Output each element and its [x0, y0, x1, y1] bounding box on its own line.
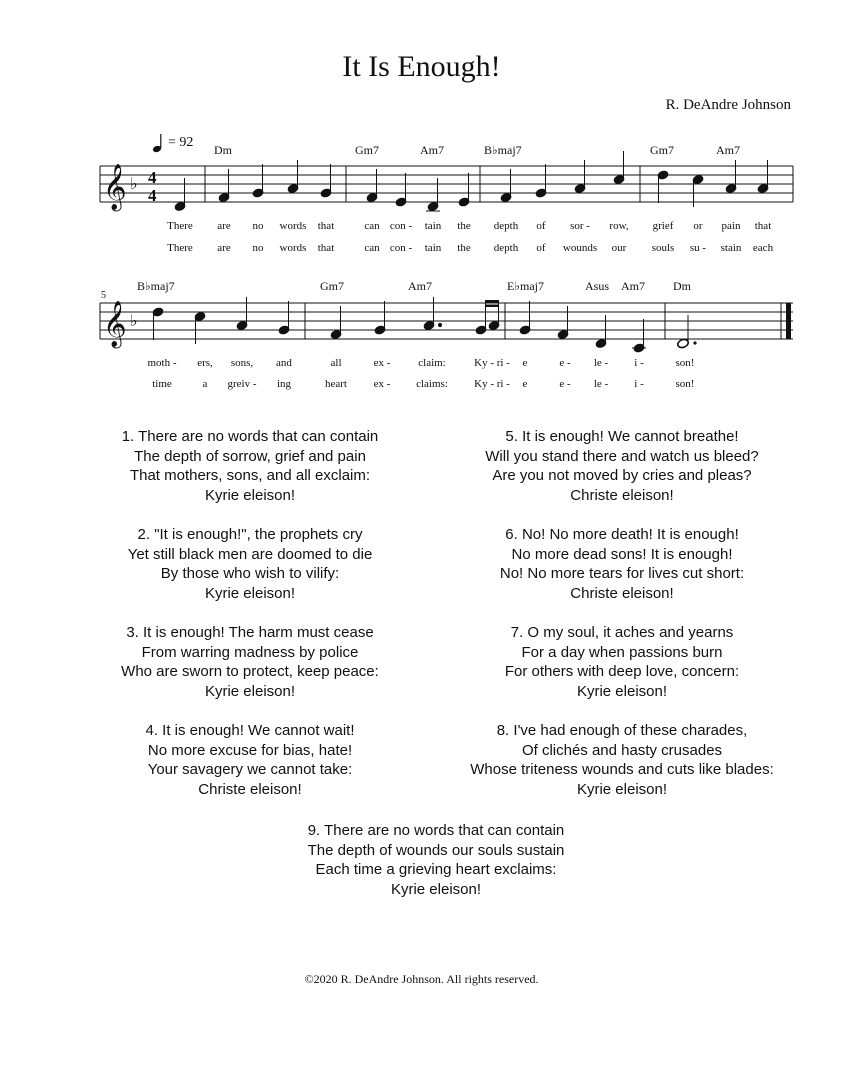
- verse-7: [432, 623, 812, 701]
- verse-line: Are you not moved by cries and pleas?: [492, 467, 752, 484]
- lyric-syllable: sor -: [570, 220, 590, 232]
- verse-line: Will you stand there and watch us bleed?: [485, 447, 759, 465]
- lyric-syllable: claims:: [416, 378, 448, 390]
- verse-line: Of clichés and hasty crusades: [521, 741, 723, 759]
- song-title: It Is Enough!: [342, 50, 501, 83]
- verse-line: 5. It is enough! We cannot breathe!: [505, 428, 739, 445]
- lyric-syllable: a: [202, 378, 208, 390]
- verse-line: 9. There are no words that can contain: [307, 822, 565, 839]
- lyric-syllable: i -: [634, 357, 644, 369]
- lyric-syllable: or: [693, 220, 703, 232]
- lyric-syllable: claim:: [418, 357, 446, 369]
- lyric-syllable: con -: [389, 220, 413, 232]
- lyric-syllable: no: [252, 220, 264, 232]
- verse-line: Kyrie eleison!: [204, 584, 296, 602]
- verse-line: Christe eleison!: [570, 584, 674, 602]
- lyric-syllable: Ky - ri -: [474, 378, 510, 390]
- verse-line: 4. It is enough! We cannot wait!: [145, 722, 355, 739]
- lyric-syllable: There: [167, 220, 193, 232]
- lyric-syllable: le -: [593, 378, 609, 390]
- verse-line: For others with deep love, concern:: [504, 663, 740, 680]
- lyric-syllable: ers,: [197, 357, 213, 369]
- lyric-syllable: depth: [493, 242, 519, 254]
- lyric-syllable: heart: [325, 378, 347, 390]
- verse-line: 2. "It is enough!", the prophets cry: [137, 526, 363, 543]
- verse-line: Kyrie eleison!: [204, 486, 296, 504]
- lyric-syllable: can: [364, 242, 380, 254]
- flat-icon: ♭: [130, 311, 138, 330]
- lyric-syllable: souls: [651, 242, 675, 254]
- lyric-syllable: greiv -: [227, 378, 257, 390]
- verse-line: Who are sworn to protect, keep peace:: [121, 663, 379, 680]
- verse-line: Kyrie eleison!: [576, 682, 668, 700]
- lyric-syllable: son!: [675, 378, 695, 390]
- time-signature-icon: 4: [148, 168, 157, 187]
- treble-clef-icon: 𝄞: [103, 301, 127, 347]
- composer-credit: R. DeAndre Johnson: [665, 97, 791, 113]
- lyric-syllable: There: [167, 242, 193, 254]
- verse-line: 8. I've had enough of these charades,: [496, 722, 748, 739]
- lyric-syllable: of: [536, 242, 546, 254]
- verse-line: 1. There are no words that can contain: [121, 428, 379, 445]
- lyric-syllable: i -: [634, 378, 644, 390]
- verse-line: Christe eleison!: [198, 780, 302, 798]
- lyric-syllable: pain: [721, 220, 741, 232]
- lyric-syllable: e: [522, 378, 528, 390]
- copyright-notice: ©2020 R. DeAndre Johnson. All rights reserved.: [304, 972, 539, 986]
- verse-line: For a day when passions burn: [521, 643, 723, 661]
- lyric-syllable: row,: [609, 220, 629, 232]
- chord-symbol: Am7: [716, 143, 740, 157]
- lyric-syllable: all: [330, 357, 342, 369]
- lyric-syllable: stain: [720, 242, 742, 254]
- chord-symbol: Gm7: [320, 279, 344, 293]
- chord-symbol: B♭maj7: [484, 143, 522, 157]
- lyric-syllable: that: [317, 220, 335, 232]
- chord-symbol: B♭maj7: [137, 279, 175, 293]
- verse-line: 3. It is enough! The harm must cease: [126, 624, 374, 641]
- chord-symbol: Gm7: [650, 143, 674, 157]
- chord-symbol: Gm7: [355, 143, 379, 157]
- verse-line: No more excuse for bias, hate!: [147, 741, 353, 759]
- tempo-value: = 92: [168, 135, 194, 150]
- lyric-syllable: of: [536, 220, 546, 232]
- lyric-syllable: son!: [675, 357, 695, 369]
- verse-4: [60, 721, 440, 799]
- lyric-syllable: Ky - ri -: [474, 357, 510, 369]
- lyric-syllable: depth: [493, 220, 519, 232]
- verse-3: [60, 623, 440, 701]
- verse-line: Yet still black men are doomed to die: [127, 545, 373, 563]
- lyric-syllable: grief: [652, 220, 674, 232]
- lyric-syllable: are: [217, 220, 231, 232]
- lyric-syllable: tain: [424, 220, 442, 232]
- chord-symbol: E♭maj7: [507, 279, 544, 293]
- verse-5: [432, 427, 812, 505]
- lyric-syllable: moth -: [147, 357, 177, 369]
- verse-1: [60, 427, 440, 505]
- lyric-syllable: e -: [559, 357, 571, 369]
- chord-symbol: Asus: [585, 279, 610, 293]
- chord-symbol: Dm: [673, 279, 691, 293]
- chord-symbol: Am7: [621, 279, 645, 293]
- verse-line: That mothers, sons, and all exclaim:: [129, 467, 371, 484]
- verse-line: No more dead sons! It is enough!: [511, 545, 733, 563]
- treble-clef-icon: 𝄞: [103, 164, 127, 210]
- lyric-syllable: sons,: [230, 357, 254, 369]
- verse-line: The depth of wounds our souls sustain: [307, 841, 565, 859]
- verse-line: No! No more tears for lives cut short:: [499, 565, 745, 582]
- lyric-syllable: our: [611, 242, 627, 254]
- verse-9: [246, 821, 626, 899]
- lyric-syllable: can: [364, 220, 380, 232]
- verse-line: Kyrie eleison!: [390, 880, 482, 898]
- lyric-syllable: words: [279, 220, 307, 232]
- verse-2: [60, 525, 440, 603]
- lyric-syllable: that: [754, 220, 772, 232]
- verse-line: 6. No! No more death! It is enough!: [505, 526, 739, 543]
- measure-number: 5: [101, 290, 106, 301]
- lyric-syllable: ex -: [373, 357, 391, 369]
- lyric-syllable: ex -: [373, 378, 391, 390]
- verse-line: From warring madness by police: [141, 643, 359, 661]
- verse-line: Your savagery we cannot take:: [147, 761, 353, 778]
- lyric-syllable: e: [522, 357, 528, 369]
- lyric-syllable: wounds: [562, 242, 598, 254]
- lyric-syllable: ing: [276, 378, 292, 390]
- lyric-syllable: the: [457, 242, 471, 254]
- time-signature-icon: 4: [148, 186, 157, 205]
- verse-line: By those who wish to vilify:: [160, 565, 340, 582]
- verse-line: 7. O my soul, it aches and yearns: [510, 624, 734, 641]
- lyric-syllable: no: [252, 242, 264, 254]
- chord-symbol: Am7: [420, 143, 444, 157]
- lyric-syllable: words: [279, 242, 307, 254]
- verse-line: Whose triteness wounds and cuts like blades:: [470, 761, 774, 778]
- lyric-syllable: con -: [389, 242, 413, 254]
- lyric-syllable: su -: [689, 242, 707, 254]
- verse-line: Each time a grieving heart exclaims:: [315, 861, 557, 878]
- verse-8: [432, 721, 812, 799]
- lyric-syllable: that: [317, 242, 335, 254]
- flat-icon: ♭: [130, 174, 138, 193]
- verse-6: [432, 525, 812, 603]
- lyric-syllable: time: [152, 378, 172, 390]
- verse-line: Kyrie eleison!: [576, 780, 668, 798]
- lyric-syllable: the: [457, 220, 471, 232]
- verse-line: Christe eleison!: [570, 486, 674, 504]
- lyric-syllable: tain: [424, 242, 442, 254]
- lyric-syllable: and: [276, 357, 292, 369]
- chord-symbol: Am7: [408, 279, 432, 293]
- lyric-syllable: e -: [559, 378, 571, 390]
- verse-line: Kyrie eleison!: [204, 682, 296, 700]
- lyric-syllable: le -: [593, 357, 609, 369]
- lyric-syllable: are: [217, 242, 231, 254]
- chord-symbol: Dm: [214, 143, 232, 157]
- lyric-syllable: each: [752, 242, 774, 254]
- verse-line: The depth of sorrow, grief and pain: [134, 447, 366, 465]
